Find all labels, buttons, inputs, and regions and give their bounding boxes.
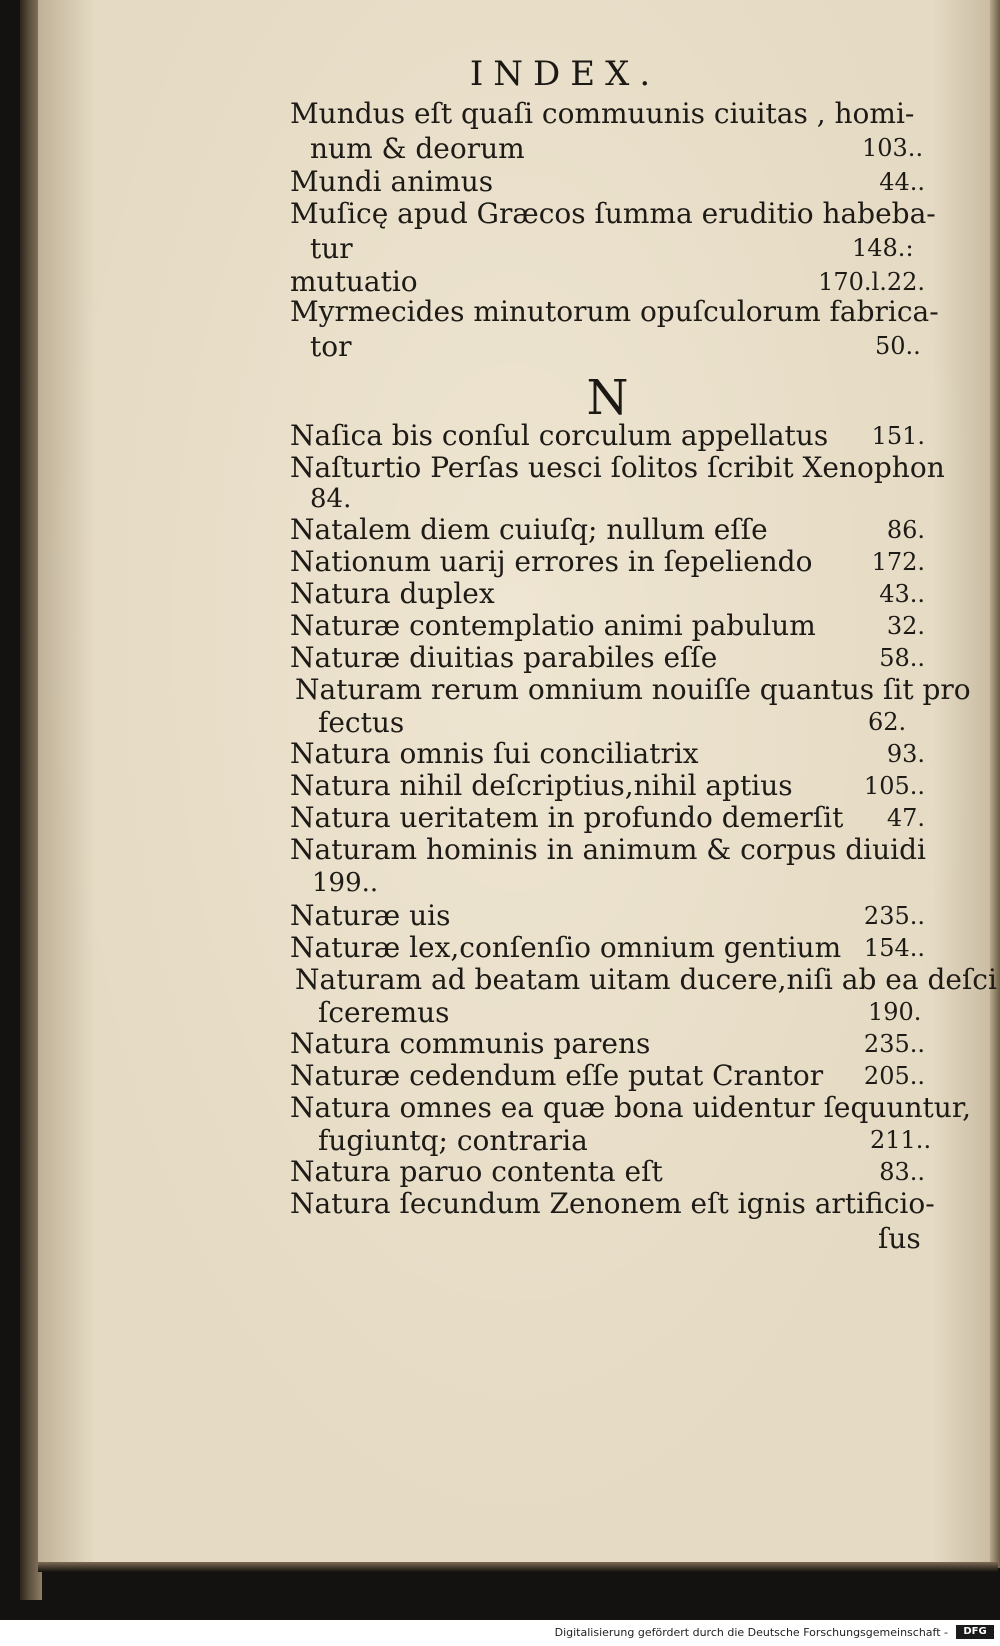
- entry-page: 84.: [310, 484, 352, 514]
- entry-page: 211..: [870, 1126, 932, 1154]
- entry-term: Naturam hominis in animum & corpus diuidi: [290, 833, 926, 866]
- entry-term: Myrmecides minutorum opuſculorum fabrica-: [290, 295, 939, 328]
- page-bottom-shadow: [38, 1562, 998, 1572]
- entry-term: Natura nihil deſcriptius,nihil aptius: [290, 769, 793, 802]
- entry-term: Natura paruo contenta eſt: [290, 1155, 663, 1188]
- entry-term: Naturam ad beatam uitam ducere,niſi ab ea deſci: [295, 963, 997, 996]
- entry-term: Natura omnes ea quæ bona uidentur ſequuntur,: [290, 1091, 972, 1124]
- entry-continuation: num & deorum: [310, 132, 525, 165]
- entry-term: Naturæ cedendum eſſe putat Crantor: [290, 1059, 824, 1092]
- entry-page: 235..: [863, 1030, 925, 1058]
- entry-page: 205..: [863, 1062, 925, 1090]
- entry-page: 199..: [312, 868, 379, 898]
- entry-term: Naturæ contemplatio animi pabulum: [290, 609, 816, 642]
- entry-page: 235..: [863, 902, 925, 930]
- entry-term: Mundus eſt quaſi commuunis ciuitas , homi-: [290, 97, 915, 130]
- entry-page: 151.: [871, 422, 925, 450]
- entry-page: 103..: [862, 134, 924, 162]
- entry-term: Muſicę apud Græcos ſumma eruditio habeba-: [290, 197, 936, 230]
- section-letter: N: [586, 370, 629, 426]
- entry-page: 170.l.22.: [818, 268, 925, 296]
- entry-continuation: tor: [310, 330, 352, 363]
- entry-term: Nationum uarij errores in ſepeliendo: [290, 545, 813, 578]
- entry-page: 86.: [886, 516, 925, 544]
- entry-term: Natalem diem cuiuſq; nullum eſſe: [290, 513, 768, 546]
- entry-page: 47.: [886, 804, 925, 832]
- entry-term: Naturæ uis: [290, 899, 451, 932]
- footer-credit: Digitalisierung gefördert durch die Deutsche Forschungsgemeinschaft -: [554, 1626, 948, 1639]
- entry-page: 105..: [863, 772, 925, 800]
- entry-page: 148.:: [852, 234, 914, 262]
- page-edge-right: [990, 0, 1000, 1568]
- entry-term: Natura communis parens: [290, 1027, 651, 1060]
- entry-term: Naſturtio Perſas uesci ſolitos ſcribit Xenophon: [290, 451, 945, 484]
- entry-term: Natura ſecundum Zenonem eſt ignis artificio-: [290, 1187, 935, 1220]
- entry-continuation: fugiuntq; contraria: [318, 1124, 588, 1157]
- entry-term: mutuatio: [290, 265, 418, 298]
- entry-page: 50..: [875, 332, 921, 360]
- entry-term: Naſica bis conſul corculum appellatus: [290, 419, 829, 452]
- entry-term: Natura ueritatem in profundo demerſit: [290, 801, 844, 834]
- entry-page: 172.: [871, 548, 925, 576]
- entry-page: 62.: [868, 708, 907, 736]
- entry-term: Natura duplex: [290, 577, 495, 610]
- dfg-logo: DFG: [956, 1625, 994, 1639]
- entry-term: Mundi animus: [290, 165, 494, 198]
- entry-page: 190.: [868, 998, 922, 1026]
- entry-continuation: tur: [310, 232, 353, 265]
- entry-page: 32.: [886, 612, 925, 640]
- entry-page: 83..: [879, 1158, 925, 1186]
- entry-continuation: ſus: [878, 1222, 921, 1255]
- entry-page: 93.: [886, 740, 925, 768]
- entry-term: Natura omnis ſui conciliatrix: [290, 737, 699, 770]
- entry-page: 44..: [879, 168, 925, 196]
- entry-page: 58..: [879, 644, 925, 672]
- entry-page: 43..: [879, 580, 925, 608]
- entry-term: Naturæ lex,conſenſio omnium gentium: [290, 931, 842, 964]
- entry-continuation: ſceremus: [318, 996, 450, 1029]
- entry-continuation: fectus: [318, 706, 405, 739]
- entry-page: 154..: [863, 934, 925, 962]
- entry-term: Naturam rerum omnium nouiſſe quantus ſit pro: [295, 673, 971, 706]
- entry-term: Naturæ diuitias parabiles eſſe: [290, 641, 718, 674]
- page-title: INDEX.: [469, 54, 661, 94]
